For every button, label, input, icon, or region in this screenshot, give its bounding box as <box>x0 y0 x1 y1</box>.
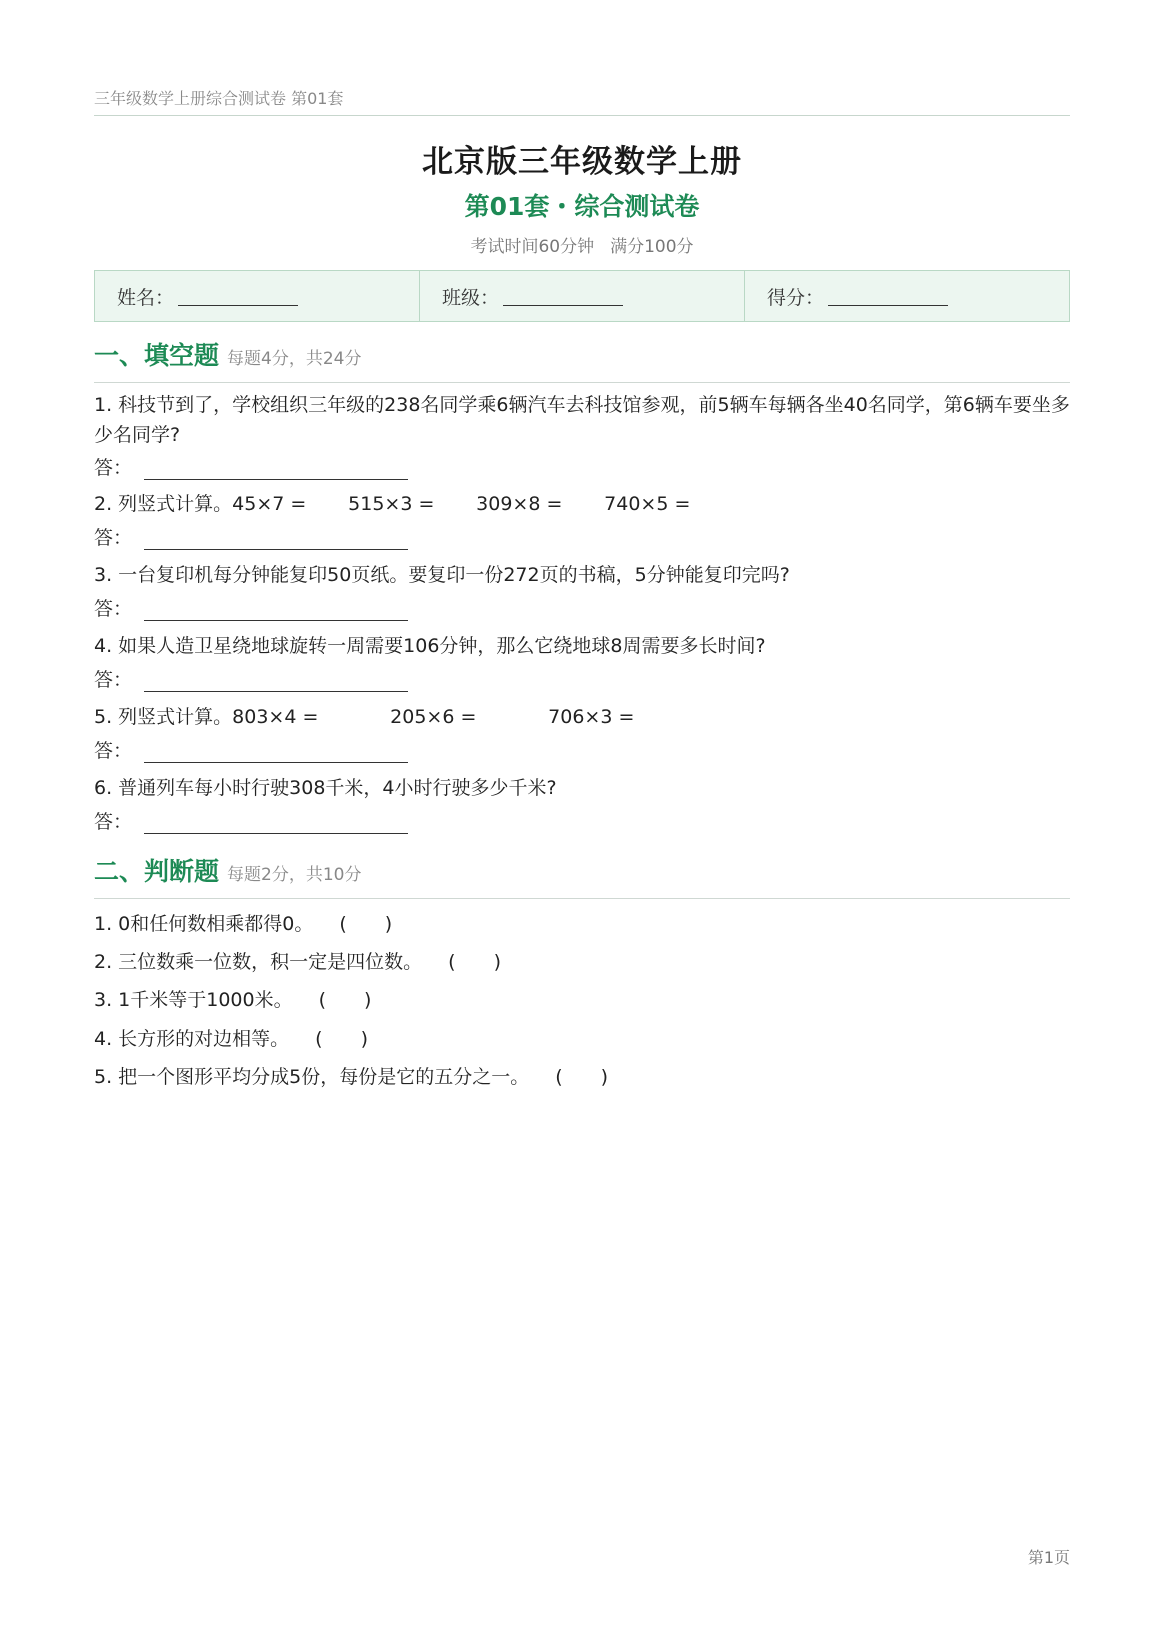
answer-label: 答： <box>94 527 133 549</box>
answer-label: 答： <box>94 457 133 479</box>
judge-answer-paren[interactable]: ( ) <box>555 1066 609 1088</box>
judge-item-5 <box>94 1062 608 1089</box>
judge-text: 2. 三位数乘一位数，积一定是四位数。 <box>94 951 423 973</box>
judge-item-3 <box>94 985 371 1012</box>
page-number: 第1页 <box>1027 1548 1070 1567</box>
score-label: 得分： <box>767 286 825 309</box>
exam-full-score: 满分100分 <box>610 237 694 257</box>
calc-item: 515×3 = <box>348 493 435 515</box>
answer-3 <box>94 594 408 621</box>
answer-6-line[interactable] <box>144 815 408 834</box>
class-cell <box>420 271 745 321</box>
score-blank[interactable] <box>828 287 948 306</box>
class-label: 班级： <box>442 286 500 309</box>
answer-4 <box>94 665 408 692</box>
section1-heading <box>94 336 361 372</box>
answer-2-line[interactable] <box>144 531 408 550</box>
exam-meta <box>94 232 1070 257</box>
answer-1 <box>94 453 408 480</box>
section2-heading <box>94 852 361 888</box>
question-1: 1. 科技节到了，学校组织三年级的238名同学乘6辆汽车去科技馆参观，前5辆车每辆各坐40名同学，第6辆车要坐多少名同学? <box>94 394 1070 446</box>
calc-item: 740×5 = <box>604 493 691 515</box>
section2-note: 每题2分，共10分 <box>227 865 362 885</box>
answer-label: 答： <box>94 811 133 833</box>
calc-item: 205×6 = <box>390 706 477 728</box>
question-3: 3. 一台复印机每分钟能复印50页纸。要复印一份272页的书稿，5分钟能复印完吗? <box>94 564 790 586</box>
question-5 <box>94 702 1070 732</box>
calc-item: 309×8 = <box>476 493 563 515</box>
calc-item: 706×3 = <box>548 706 635 728</box>
judge-text: 3. 1千米等于1000米。 <box>94 989 293 1011</box>
judge-item-4 <box>94 1024 368 1051</box>
judge-answer-paren[interactable]: ( ) <box>318 989 372 1011</box>
answer-4-line[interactable] <box>144 673 408 692</box>
student-info-box <box>94 270 1070 322</box>
answer-1-line[interactable] <box>144 461 408 480</box>
section1-note: 每题4分，共24分 <box>227 349 362 369</box>
judge-item-2 <box>94 947 501 974</box>
answer-2 <box>94 523 408 550</box>
name-blank[interactable] <box>178 287 298 306</box>
answer-label: 答： <box>94 669 133 691</box>
judge-answer-paren[interactable]: ( ) <box>448 951 501 973</box>
judge-text: 1. 0和任何数相乘都得0。 <box>94 913 314 935</box>
exam-time: 考试时间60分钟 <box>470 237 595 257</box>
header-divider <box>94 115 1070 116</box>
name-label: 姓名： <box>117 286 175 309</box>
answer-6 <box>94 807 408 834</box>
class-blank[interactable] <box>503 287 623 306</box>
calc-item: 803×4 = <box>232 706 319 728</box>
section1-divider <box>94 382 1070 383</box>
page-subtitle: 第01套・综合测试卷 <box>464 192 700 221</box>
answer-5-line[interactable] <box>144 744 408 763</box>
page-title: 北京版三年级数学上册 <box>422 144 742 180</box>
question-6: 6. 普通列车每小时行驶308千米，4小时行驶多少千米? <box>94 777 557 799</box>
score-cell <box>745 271 1069 321</box>
judge-answer-paren[interactable]: ( ) <box>339 913 393 935</box>
answer-3-line[interactable] <box>144 602 408 621</box>
section1-title: 一、填空题 <box>94 341 220 370</box>
answer-5 <box>94 736 408 763</box>
question-5-prefix: 5. 列竖式计算。 <box>94 706 233 728</box>
judge-item-1 <box>94 909 392 936</box>
section2-title: 二、判断题 <box>94 857 220 886</box>
name-cell <box>95 271 420 321</box>
question-4: 4. 如果人造卫星绕地球旋转一周需要106分钟，那么它绕地球8周需要多长时间? <box>94 635 766 657</box>
question-2 <box>94 489 1070 519</box>
running-header: 三年级数学上册综合测试卷 第01套 <box>94 89 344 108</box>
judge-text: 4. 长方形的对边相等。 <box>94 1028 290 1050</box>
answer-label: 答： <box>94 598 133 620</box>
calc-item: 45×7 = <box>232 493 307 515</box>
answer-label: 答： <box>94 740 133 762</box>
section2-divider <box>94 898 1070 899</box>
judge-answer-paren[interactable]: ( ) <box>315 1028 368 1050</box>
question-2-prefix: 2. 列竖式计算。 <box>94 493 233 515</box>
exam-page <box>94 0 1070 1638</box>
judge-text: 5. 把一个图形平均分成5份，每份是它的五分之一。 <box>94 1066 530 1088</box>
